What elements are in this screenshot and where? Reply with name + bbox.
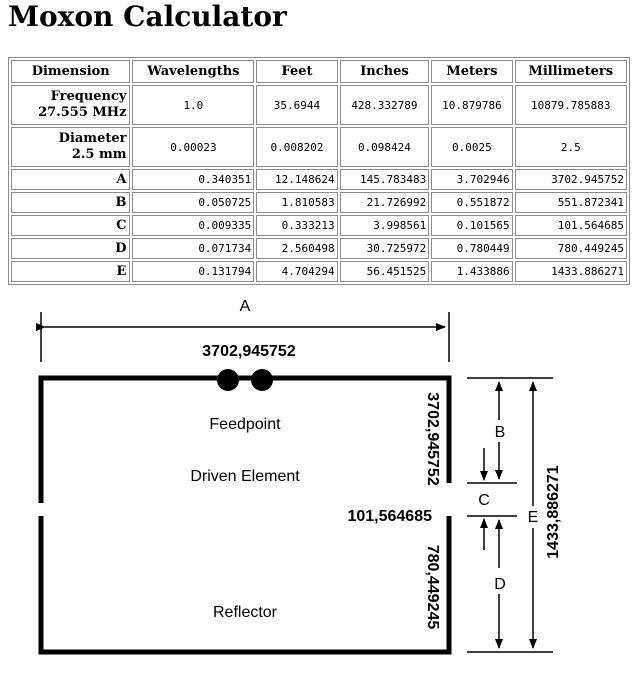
table-cell: 0.071734 xyxy=(132,238,254,259)
dimension-c-label: C xyxy=(478,492,490,509)
header-millimeters: Millimeters xyxy=(515,60,627,83)
dimension-b-label: B xyxy=(494,424,506,441)
table-cell: 145.783483 xyxy=(340,169,430,190)
table-cell: 30.725972 xyxy=(340,238,430,259)
table-row-a xyxy=(11,169,627,190)
table-cell: 0.131794 xyxy=(132,261,254,282)
header-dimension: Dimension xyxy=(11,60,130,83)
page-title: Moxon Calculator xyxy=(8,0,287,33)
row-label xyxy=(11,127,130,167)
reflector-label: Reflector xyxy=(212,604,278,621)
table-cell: 0.340351 xyxy=(132,169,254,190)
table-cell: 3.702946 xyxy=(431,169,512,190)
header-wavelengths: Wavelengths xyxy=(132,60,254,83)
table-cell: 0.0025 xyxy=(431,127,512,167)
table-cell: 0.009335 xyxy=(132,215,254,236)
dimension-a-label: A xyxy=(239,298,251,315)
row-label-line1: Diameter xyxy=(58,131,127,146)
table-cell: 56.451525 xyxy=(340,261,430,282)
dimension-c-value: 101,564685 xyxy=(347,508,432,525)
row-label: D xyxy=(11,238,130,259)
dimension-b-side-value: 3702,945752 xyxy=(424,392,441,486)
table-cell: 551.872341 xyxy=(515,192,627,213)
table-cell: 3702.945752 xyxy=(515,169,627,190)
row-label-line1: Frequency xyxy=(50,89,127,104)
header-meters: Meters xyxy=(431,60,512,83)
table-cell: 0.780449 xyxy=(431,238,512,259)
table-cell: 10.879786 xyxy=(431,85,512,125)
table-cell: 2.5 xyxy=(515,127,627,167)
moxon-diagram xyxy=(0,290,642,676)
feedpoint-left xyxy=(217,369,239,391)
dimension-e-label: E xyxy=(527,509,539,526)
row-label xyxy=(11,85,130,125)
table-row-e xyxy=(11,261,627,282)
table-cell: 0.050725 xyxy=(132,192,254,213)
table-cell: 0.008202 xyxy=(256,127,337,167)
table-cell: 0.00023 xyxy=(132,127,254,167)
dimension-a-value: 3702,945752 xyxy=(202,343,296,360)
dimension-d-side-value: 780,449245 xyxy=(424,544,441,630)
table-cell: 2.560498 xyxy=(256,238,337,259)
table-cell: 1.0 xyxy=(132,85,254,125)
table-row-d xyxy=(11,238,627,259)
dimension-d-label: D xyxy=(494,576,506,593)
header-feet: Feet xyxy=(256,60,337,83)
table-cell: 10879.785883 xyxy=(515,85,627,125)
table-row-frequency xyxy=(11,85,627,125)
table-cell: 35.6944 xyxy=(256,85,337,125)
results-table xyxy=(8,57,630,285)
table-cell: 1433.886271 xyxy=(515,261,627,282)
table-cell: 1.810583 xyxy=(256,192,337,213)
feedpoint-right xyxy=(251,369,273,391)
header-inches: Inches xyxy=(340,60,430,83)
feedpoint-label: Feedpoint xyxy=(209,416,281,433)
table-cell: 3.998561 xyxy=(340,215,430,236)
table-row-c xyxy=(11,215,627,236)
row-label: B xyxy=(11,192,130,213)
table-cell: 101.564685 xyxy=(515,215,627,236)
table-cell: 0.333213 xyxy=(256,215,337,236)
table-row-b xyxy=(11,192,627,213)
row-label: E xyxy=(11,261,130,282)
row-label-line2: 27.555 MHz xyxy=(38,105,127,120)
table-row-diameter xyxy=(11,127,627,167)
reflector-element xyxy=(41,516,449,652)
table-cell: 428.332789 xyxy=(340,85,430,125)
table-cell: 780.449245 xyxy=(515,238,627,259)
row-label: C xyxy=(11,215,130,236)
table-cell: 0.098424 xyxy=(340,127,430,167)
table-cell: 0.551872 xyxy=(431,192,512,213)
table-cell: 4.704294 xyxy=(256,261,337,282)
dimension-e-value: 1433,886271 xyxy=(545,465,562,559)
driven-element-label: Driven Element xyxy=(190,468,300,485)
table-cell: 0.101565 xyxy=(431,215,512,236)
row-label-line2: 2.5 mm xyxy=(71,147,127,162)
row-label: A xyxy=(11,169,130,190)
table-cell: 21.726992 xyxy=(340,192,430,213)
table-header-row xyxy=(11,60,627,83)
table-cell: 1.433886 xyxy=(431,261,512,282)
table-cell: 12.148624 xyxy=(256,169,337,190)
